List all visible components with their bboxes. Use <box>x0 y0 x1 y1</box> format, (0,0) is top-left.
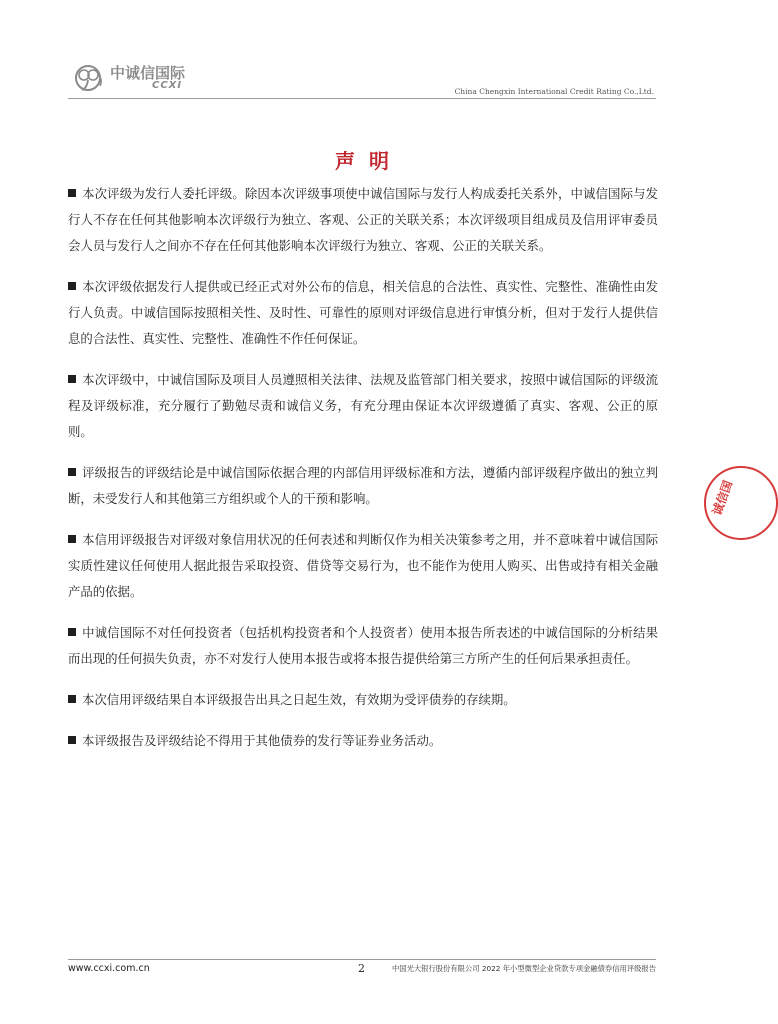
page-header <box>0 0 724 100</box>
statement-text: 本评级报告及评级结论不得用于其他债券的发行等证券业务活动。 <box>82 733 442 748</box>
ccxi-logo <box>70 62 200 100</box>
square-bullet-icon <box>68 468 76 476</box>
page-title: 声明 <box>335 149 403 173</box>
statement-item <box>68 274 658 352</box>
statement-text: 本次评级依据发行人提供或已经正式对外公布的信息，相关信息的合法性、真实性、完整性、准确性由发行人负责。中诚信国际按照相关性、及时性、可靠性的原则对评级信息进行审慎分析，但对于发行人提供信息的合法性、真实性、完整性、准确性不作任何保证。 <box>68 279 658 346</box>
statement-item <box>68 620 658 672</box>
statement-text: 中诚信国际不对任何投资者（包括机构投资者和个人投资者）使用本报告所表述的中诚信国际的分析结果而出现的任何损失负责，亦不对发行人使用本报告或将本报告提供给第三方所产生的任何后果承担责任。 <box>68 625 658 666</box>
statement-item <box>68 728 658 754</box>
statement-list <box>68 181 658 769</box>
statement-text: 评级报告的评级结论是中诚信国际依据合理的内部信用评级标准和方法，遵循内部评级程序做出的独立判断，未受发行人和其他第三方组织或个人的干预和影响。 <box>68 465 658 506</box>
statement-text: 本次评级中，中诚信国际及项目人员遵照相关法律、法规及监管部门相关要求，按照中诚信国际的评级流程及评级标准，充分履行了勤勉尽责和诚信义务，有充分理由保证本次评级遵循了真实、客观、公正的原则。 <box>68 372 658 439</box>
square-bullet-icon <box>68 628 76 636</box>
statement-text: 本次信用评级结果自本评级报告出具之日起生效，有效期为受评债券的存续期。 <box>82 692 516 707</box>
square-bullet-icon <box>68 282 76 290</box>
statement-item <box>68 181 658 259</box>
square-bullet-icon <box>68 695 76 703</box>
statement-text: 本次评级为发行人委托评级。除因本次评级事项使中诚信国际与发行人构成委托关系外，中诚信国际与发行人不存在任何其他影响本次评级行为独立、客观、公正的关联关系；本次评级项目组成员及信用评审委员会人员与发行人之间亦不存在任何其他影响本次评级行为独立、客观、公正的关联关系。 <box>68 186 658 253</box>
square-bullet-icon <box>68 189 76 197</box>
statement-text: 本信用评级报告对评级对象信用状况的任何表述和判断仅作为相关决策参考之用，并不意味着中诚信国际实质性建议任何使用人据此报告采取投资、借贷等交易行为，也不能作为使用人购买、出售或持有相关金融产品的依据。 <box>68 532 658 599</box>
header-divider <box>68 98 656 99</box>
square-bullet-icon <box>68 736 76 744</box>
page-number: 2 <box>358 962 365 975</box>
statement-item <box>68 687 658 713</box>
statement-item <box>68 527 658 605</box>
logo-english-text: CCXI <box>152 80 183 91</box>
logo-chinese-text: 中诚信国际 <box>110 64 186 82</box>
statement-item <box>68 460 658 512</box>
company-english-name: China Chengxin International Credit Rating Co.,Ltd. <box>454 87 654 96</box>
footer-report-name: 中国光大银行股份有限公司 2022 年小型微型企业贷款专项金融债券信用评级报告 <box>391 964 656 973</box>
square-bullet-icon <box>68 535 76 543</box>
footer-website-url: www.ccxi.com.cn <box>68 963 150 974</box>
footer-divider <box>68 959 656 960</box>
square-bullet-icon <box>68 375 76 383</box>
elephant-logo-icon <box>70 62 110 96</box>
company-seal-stamp <box>704 466 778 540</box>
seal-text: 诚信国 <box>709 478 736 518</box>
statement-item <box>68 367 658 445</box>
